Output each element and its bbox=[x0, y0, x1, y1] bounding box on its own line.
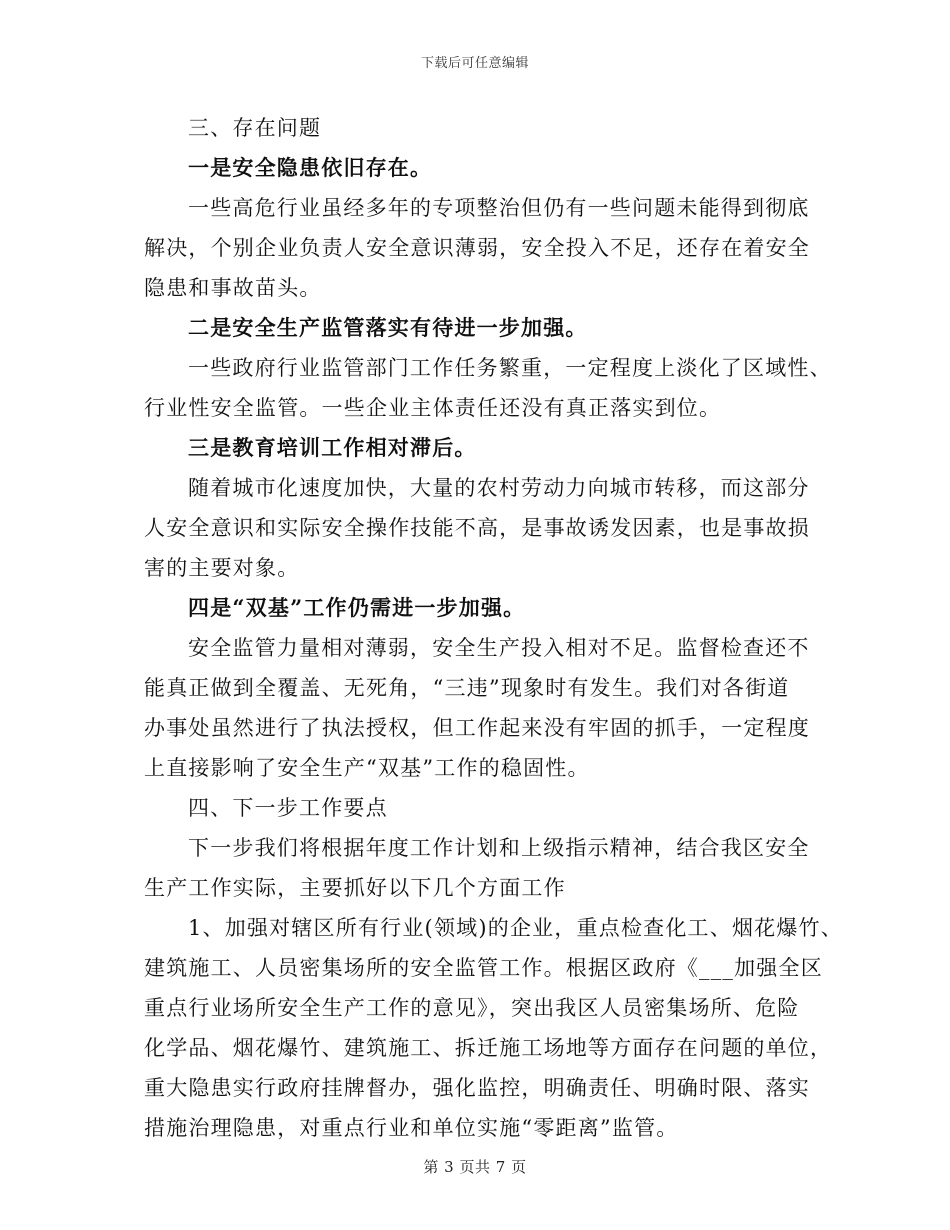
paragraph-line: 隐患和事故苗头。 bbox=[144, 276, 322, 300]
paragraph-line: 办事处虽然进行了执法授权，但工作起来没有牢固的抓手，一定程度 bbox=[144, 716, 810, 740]
paragraph-line: 人安全意识和实际安全操作技能不高，是事故诱发因素，也是事故损 bbox=[144, 516, 810, 540]
subheading-hazards: 一是安全隐患依旧存在。 bbox=[188, 155, 433, 180]
paragraph-line: 重点行业场所安全生产工作的意见》，突出我区人员密集场所、危险 bbox=[144, 996, 800, 1020]
paragraph-line: 安全监管力量相对薄弱，安全生产投入相对不足。监督检查还不 bbox=[188, 636, 810, 660]
paragraph-line: 行业性安全监管。一些企业主体责任还没有真正落实到位。 bbox=[144, 396, 722, 420]
page-header: 下载后可任意编辑 bbox=[420, 56, 529, 71]
paragraph-line: 一些政府行业监管部门工作任务繁重，一定程度上淡化了区域性、 bbox=[188, 356, 832, 380]
section-heading-next-steps: 四、下一步工作要点 bbox=[188, 796, 388, 820]
page-footer: 第 3 页共 7 页 bbox=[423, 1158, 527, 1176]
paragraph-line: 随着城市化速度加快，大量的农村劳动力向城市转移，而这部分 bbox=[188, 476, 810, 500]
paragraph-line: 害的主要对象。 bbox=[144, 556, 300, 580]
subheading-supervision: 二是安全生产监管落实有待进一步加强。 bbox=[188, 315, 588, 340]
paragraph-line: 化学品、烟花爆竹、建筑施工、拆迁施工场地等方面存在问题的单位， bbox=[144, 1036, 833, 1060]
document-body bbox=[144, 108, 843, 1148]
paragraph-line: 下一步我们将根据年度工作计划和上级指示精神，结合我区安全 bbox=[188, 836, 810, 860]
paragraph-line: 生产工作实际，主要抓好以下几个方面工作 bbox=[144, 876, 566, 900]
paragraph-line: 重大隐患实行政府挂牌督办，强化监控，明确责任、明确时限、落实 bbox=[144, 1076, 810, 1100]
paragraph-line: 能真正做到全覆盖、无死角，“三违”现象时有发生。我们对各街道 bbox=[144, 676, 790, 700]
paragraph-line: 建筑施工、人员密集场所的安全监管工作。根据区政府《___加强全区 bbox=[144, 956, 823, 980]
paragraph-line: 措施治理隐患，对重点行业和单位实施“零距离”监管。 bbox=[144, 1116, 679, 1140]
paragraph-line: 1、加强对辖区所有行业(领域)的企业，重点检查化工、烟花爆竹、 bbox=[188, 916, 843, 940]
paragraph-line: 一些高危行业虽经多年的专项整治但仍有一些问题未能得到彻底 bbox=[188, 196, 810, 220]
paragraph-line: 解决，个别企业负责人安全意识薄弱，安全投入不足，还存在着安全 bbox=[144, 236, 810, 260]
subheading-double-basis: 四是“双基”工作仍需进一步加强。 bbox=[188, 595, 526, 620]
subheading-training: 三是教育培训工作相对滞后。 bbox=[188, 435, 477, 460]
paragraph-line: 上直接影响了安全生产“双基”工作的稳固性。 bbox=[144, 756, 590, 780]
section-heading-problems: 三、存在问题 bbox=[188, 116, 322, 140]
